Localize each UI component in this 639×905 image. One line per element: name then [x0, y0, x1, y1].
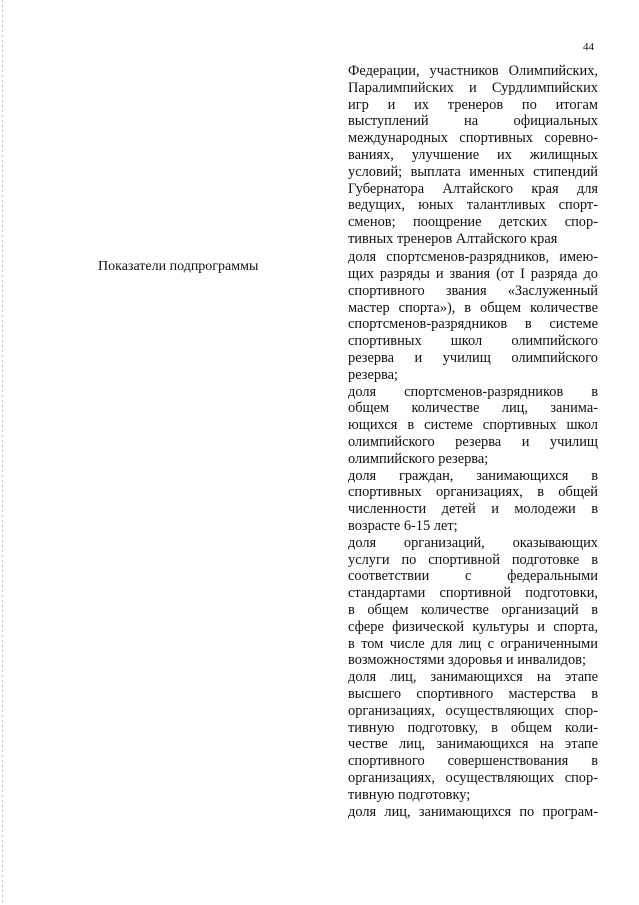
text-line: Губернатора Алтайского края для [348, 180, 598, 197]
text-line: соответствии с федеральными [348, 568, 598, 585]
text-line: спортсменов-разрядников в системе [348, 316, 598, 333]
text-line: возможностями здоровья и инвалидов; [348, 652, 586, 669]
text-line: выступлений на официальных [348, 113, 598, 130]
text-line: доля организаций, оказывающих [348, 534, 598, 551]
text-line: в том числе для лиц с ограниченными [348, 635, 598, 652]
text-line: ющихся в системе спортивных школ [348, 417, 598, 434]
text-line: тивных тренеров Алтайского края [348, 230, 558, 247]
text-line: доля спортсменов-разрядников в [348, 383, 598, 400]
text-line: олимпийского резерва и училищ [348, 434, 598, 451]
scan-edge-divider [2, 0, 3, 905]
text-line: спортивных школ олимпийского [348, 333, 598, 350]
page-number: 44 [583, 41, 594, 53]
text-line: сменов; поощрение детских спор- [348, 214, 598, 231]
text-line: Паралимпийских и Сурдлимпийских [348, 79, 598, 96]
text-line: организациях, осуществляющих спор- [348, 769, 598, 786]
text-line: доля граждан, занимающихся в [348, 467, 598, 484]
indicators-text-column [348, 63, 598, 820]
text-line: мастер спорта»), в общем количестве [348, 299, 598, 316]
text-line: услуги по спортивной подготовке в [348, 551, 598, 568]
text-line: тивную подготовку; [348, 786, 471, 803]
text-line: организациях, осуществляющих спор- [348, 702, 598, 719]
text-line: в общем количестве организаций в [348, 602, 598, 618]
text-line: численности детей и молодежи в [348, 501, 598, 518]
text-line: доля лиц, занимающихся по програм- [348, 803, 598, 820]
text-line: ведущих, юных талантливых спорт- [348, 197, 598, 214]
text-line: игр и их тренеров по итогам [348, 96, 598, 113]
text-line: международных спортивных соревно- [348, 130, 598, 147]
text-line: возрасте 6-15 лет; [348, 518, 458, 535]
text-line: резерва; [348, 366, 399, 383]
text-line: резерва и училищ олимпийского [348, 350, 598, 367]
text-line: условий; выплата именных стипендий [348, 163, 598, 180]
text-line: стандартами спортивной подготовки, [348, 585, 598, 602]
text-line: сфере физической культуры и спорта, [348, 618, 598, 635]
text-line: честве лиц, занимающихся на этапе [348, 736, 598, 753]
text-line: высшего спортивного мастерства в [348, 685, 598, 702]
text-line: тивную подготовку, в общем коли- [348, 719, 598, 736]
text-line: общем количестве лиц, занима- [348, 400, 598, 417]
text-line: спортивного совершенствования в [348, 753, 598, 770]
text-line: щих разряды и звания (от I разряда до [348, 266, 598, 283]
text-line: доля лиц, занимающихся на этапе [348, 669, 598, 686]
row-label-indicators: Показатели подпрограммы [98, 259, 259, 274]
text-line: Федерации, участников Олимпийских, [348, 63, 598, 79]
text-line: доля спортсменов-разрядников, имею- [348, 249, 598, 266]
text-line: спортивных организациях, в общей [348, 484, 598, 501]
text-line: олимпийского резерва; [348, 450, 489, 467]
text-line: ваниях, улучшение их жилищных [348, 146, 598, 163]
text-line: спортивного звания «Заслуженный [348, 282, 598, 299]
